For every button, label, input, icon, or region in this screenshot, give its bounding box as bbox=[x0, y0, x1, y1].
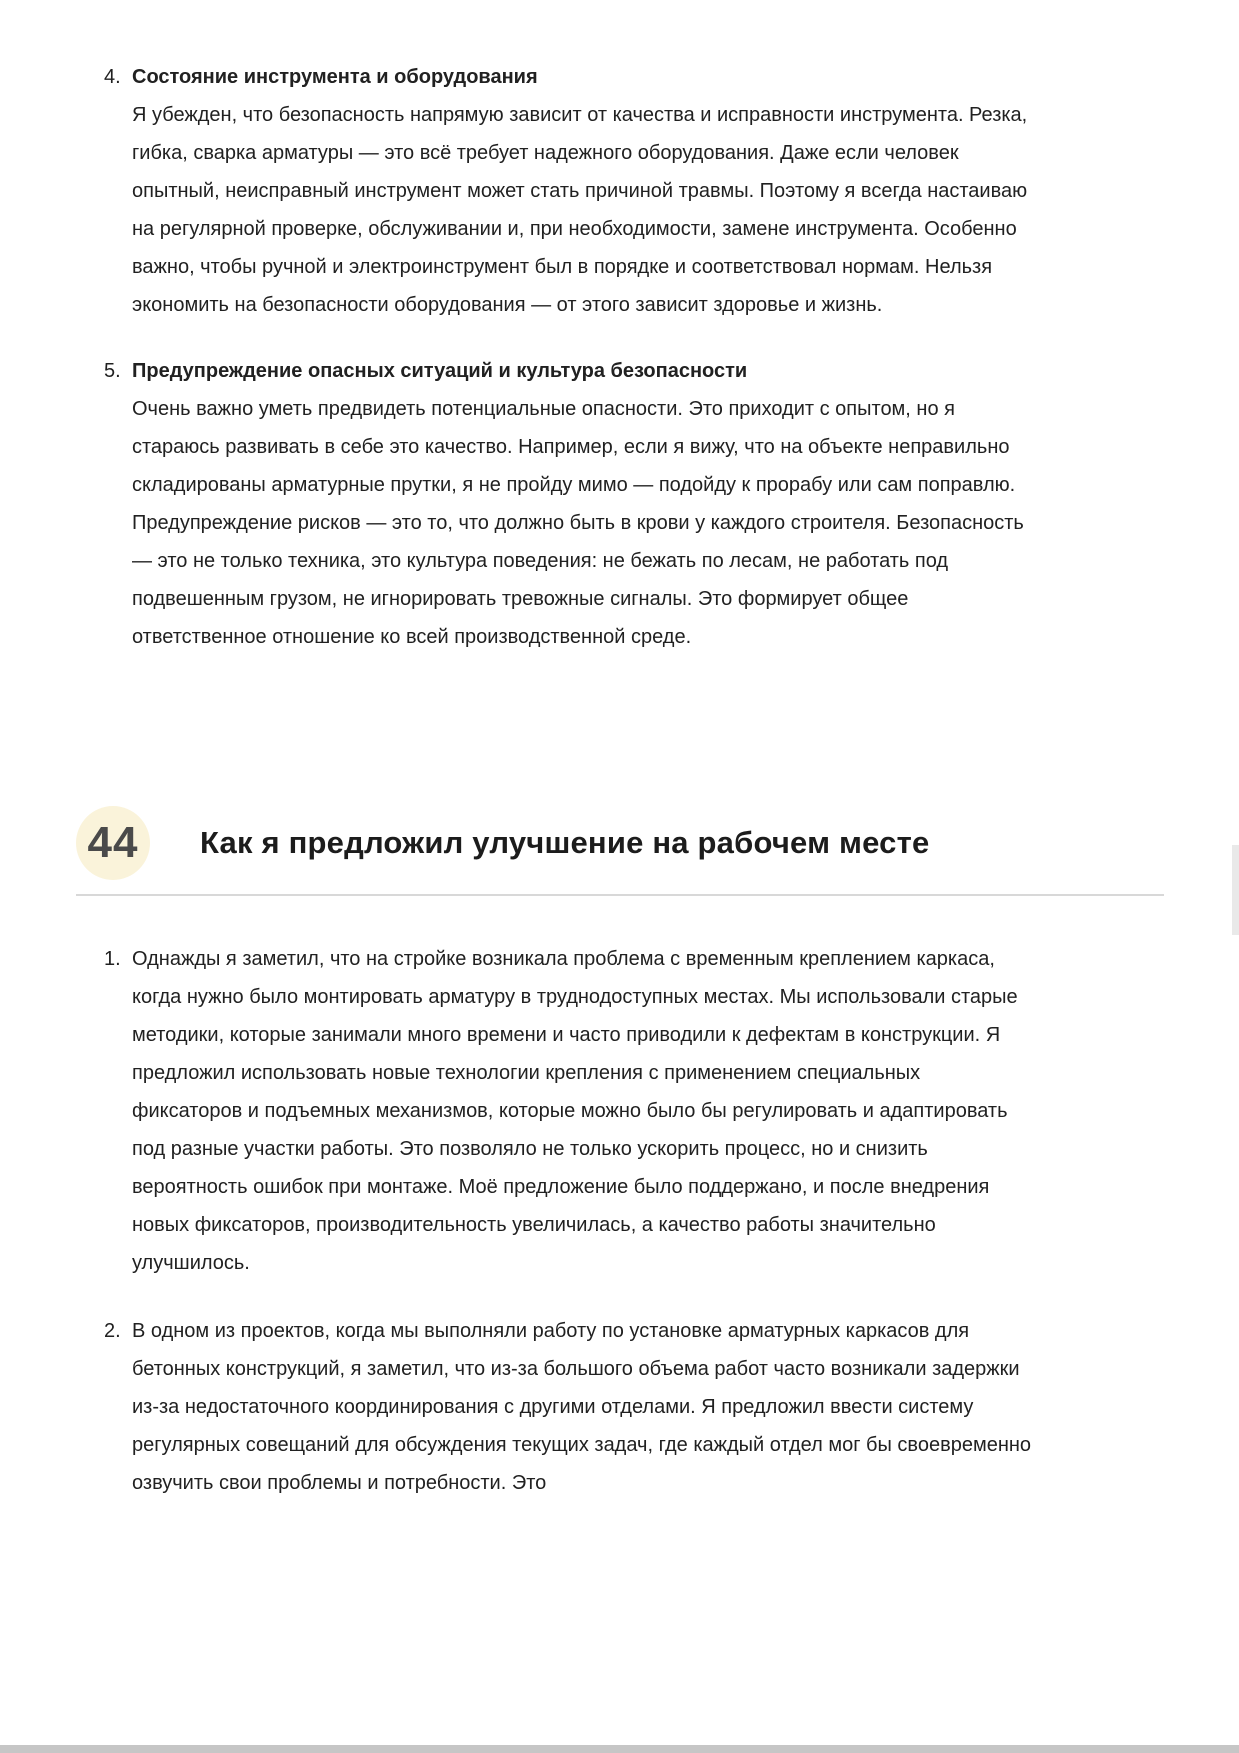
section-number-badge bbox=[76, 806, 150, 880]
section-title: Как я предложил улучшение на рабочем месте bbox=[200, 825, 930, 860]
item-body: Однажды я заметил, что на стройке возникала проблема с временным креплением каркаса, когда нужно было монтировать арматуру в труднодоступных местах. Мы использовали старые методики, которые занимали много времени и часто приводили к дефектам в конструкции. Я предложил использовать новые технологии крепления с применением специальных фиксаторов и подъемных механизмов, которые можно было бы регулировать и адаптировать под разные участки работы. Это позволяло не только ускорить процесс, но и снизить вероятность ошибок при монтаже. Моё предложение было поддержано, и после внедрения новых фиксаторов, производительность увеличилась, а качество работы значительно улучшилось. bbox=[132, 948, 1018, 1274]
item-number: 4. bbox=[104, 66, 121, 88]
item-title: Предупреждение опасных ситуаций и культура безопасности bbox=[132, 360, 748, 382]
list-item-1 bbox=[104, 940, 1032, 1282]
safety-list bbox=[104, 58, 1032, 656]
section-header bbox=[76, 806, 1239, 880]
item-body: Очень важно уметь предвидеть потенциальные опасности. Это приходит с опытом, но я стараюсь развивать в себе это качество. Например, если я вижу, что на объекте неправильно складированы арматурные прутки, я не пройду мимо — подойду к прорабу или сам поправлю. Предупреждение рисков — это то, что должно быть в крови у каждого строителя. Безопасность — это не только техника, это культура поведения: не бежать по лесам, не работать под подвешенным грузом, не игнорировать тревожные сигналы. Это формирует общее ответственное отношение ко всей производственной среде. bbox=[132, 398, 1024, 648]
scrollbar-artifact bbox=[1232, 845, 1239, 935]
list-item-4 bbox=[104, 58, 1032, 324]
list-item-5 bbox=[104, 352, 1032, 656]
item-body: В одном из проектов, когда мы выполняли работу по установке арматурных каркасов для бетонных конструкций, я заметил, что из-за большого объема работ часто возникали задержки из-за недостаточного координирования с другими отделами. Я предложил ввести систему регулярных совещаний для обсуждения текущих задач, где каждый отдел мог бы своевременно озвучить свои проблемы и потребности. Это bbox=[132, 1320, 1032, 1494]
item-title: Состояние инструмента и оборудования bbox=[132, 66, 538, 88]
item-number: 5. bbox=[104, 360, 121, 382]
section-number: 44 bbox=[87, 818, 139, 867]
item-body: Я убежден, что безопасность напрямую зависит от качества и исправности инструмента. Резка, гибка, сварка арматуры — это всё требует надежного оборудования. Даже если человек опытный, неисправный инструмент может стать причиной травмы. Поэтому я всегда настаиваю на регулярной проверке, обслуживании и, при необходимости, замене инструмента. Особенно важно, чтобы ручной и электроинструмент был в порядке и соответствовал нормам. Нельзя экономить на безопасности оборудования — от этого зависит здоровье и жизнь. bbox=[132, 104, 1028, 316]
page-bottom-edge bbox=[0, 1745, 1239, 1753]
section-divider bbox=[76, 894, 1164, 896]
item-number: 1. bbox=[104, 948, 121, 970]
improvement-list bbox=[104, 940, 1032, 1502]
list-item-2 bbox=[104, 1312, 1032, 1502]
item-number: 2. bbox=[104, 1320, 121, 1342]
